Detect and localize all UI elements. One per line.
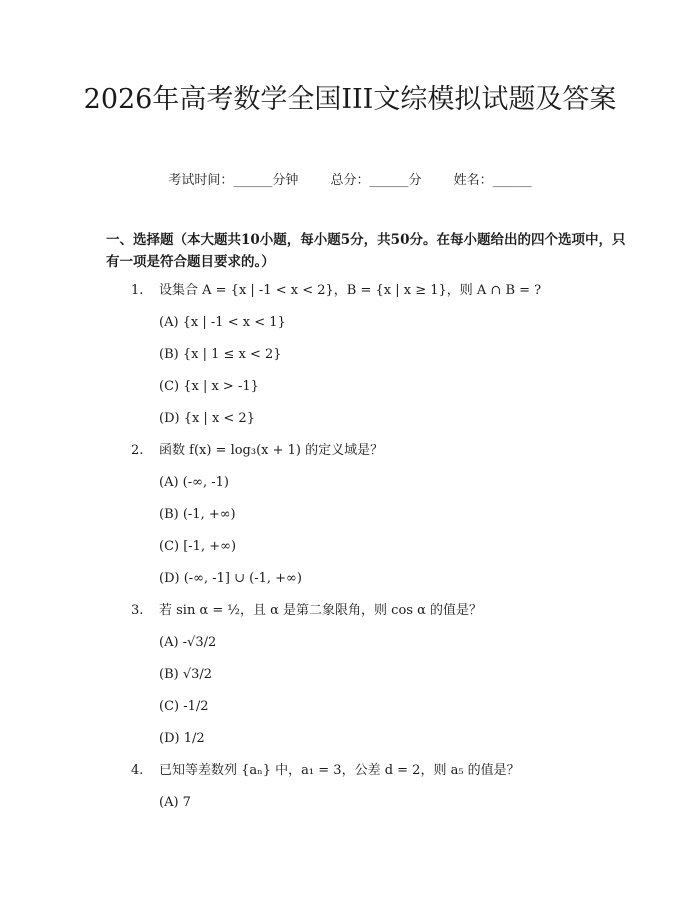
question-text-3: 若 sin α = ½，且 α 是第二象限角，则 cos α 的值是？ bbox=[159, 603, 483, 618]
question-text-2: 函数 f(x) = log₃(x + 1) 的定义域是？ bbox=[159, 443, 384, 458]
exam-info-line bbox=[0, 169, 700, 188]
option-3a: (A) -√3/2 bbox=[159, 635, 217, 650]
option-1b: (B) {x | 1 ≤ x < 2} bbox=[159, 347, 282, 362]
page-title: 2026年高考数学全国III文综模拟试题及答案 bbox=[83, 84, 617, 115]
option-3b: (B) √3/2 bbox=[159, 667, 213, 682]
option-3c: (C) -1/2 bbox=[159, 699, 209, 714]
option-4a: (A) 7 bbox=[159, 795, 191, 810]
option-1d: (D) {x | x < 2} bbox=[159, 411, 255, 426]
question-text-1: 设集合 A = {x | -1 < x < 2}，B = {x | x ≥ 1}，则 A ∩ B = ? bbox=[159, 283, 542, 298]
question-number-4: 4. bbox=[131, 763, 144, 778]
question-number-3: 3. bbox=[131, 603, 144, 618]
option-1a: (A) {x | -1 < x < 1} bbox=[159, 315, 286, 330]
name-field: 姓名：______ bbox=[453, 173, 532, 188]
section-heading: 一、选择题（本大题共10小题，每小题5分，共50分。在每小题给出的四个选项中，只有一项是符合题目要求的。） bbox=[106, 232, 626, 270]
total-score-field: 总分：______分 bbox=[330, 173, 422, 188]
option-2d: (D) (-∞, -1] ∪ (-1, +∞) bbox=[159, 571, 302, 586]
question-text-4: 已知等差数列 {aₙ} 中，a₁ = 3，公差 d = 2，则 a₅ 的值是？ bbox=[159, 763, 520, 778]
question-number-1: 1. bbox=[131, 283, 144, 298]
option-1c: (C) {x | x > -1} bbox=[159, 379, 259, 394]
option-2a: (A) (-∞, -1) bbox=[159, 475, 229, 490]
exam-time-field: 考试时间：______分钟 bbox=[168, 173, 299, 188]
option-3d: (D) 1/2 bbox=[159, 731, 205, 746]
option-2b: (B) (-1, +∞) bbox=[159, 507, 236, 522]
option-2c: (C) [-1, +∞) bbox=[159, 539, 237, 554]
question-number-2: 2. bbox=[131, 443, 144, 458]
